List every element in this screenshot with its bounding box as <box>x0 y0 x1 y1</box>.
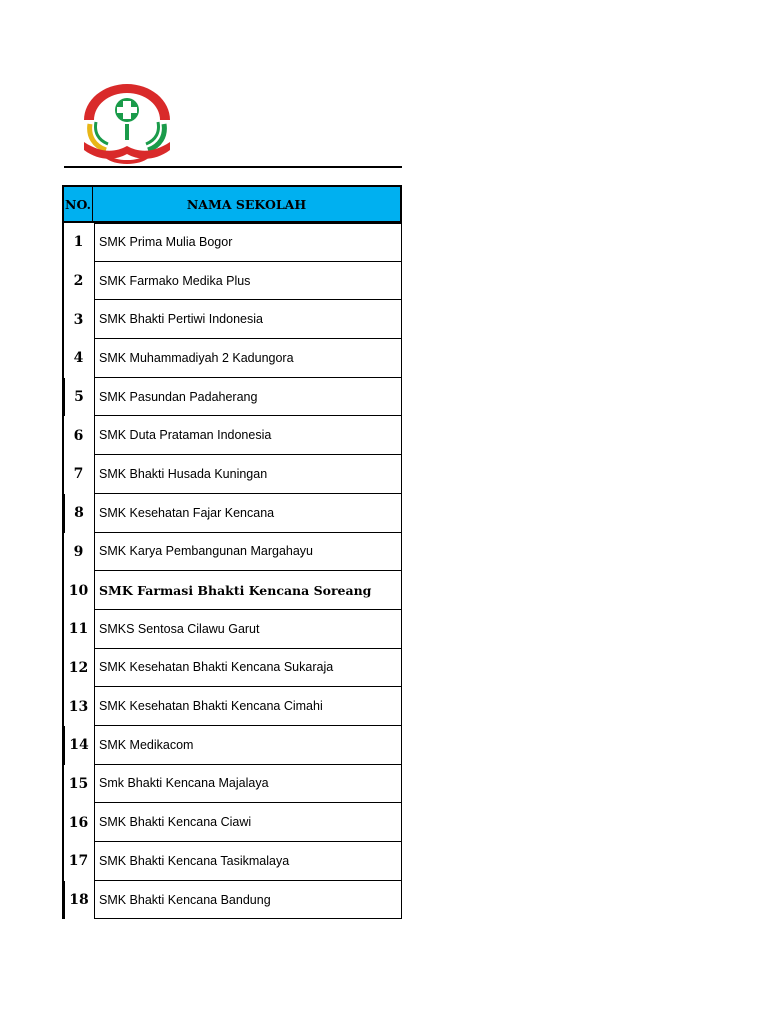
school-name: SMK Farmasi Bhakti Kencana Soreang <box>94 571 402 610</box>
row-number: 13 <box>62 687 93 726</box>
school-name: SMK Medikacom <box>94 726 402 765</box>
table-row <box>62 726 402 765</box>
row-number: 17 <box>62 842 93 881</box>
school-name: SMK Farmako Medika Plus <box>94 262 402 301</box>
row-number: 1 <box>62 223 93 262</box>
column-header-no: NO. <box>62 185 93 223</box>
row-number: 5 <box>62 378 93 417</box>
row-number: 4 <box>62 339 93 378</box>
table-header <box>62 185 402 223</box>
school-name: SMK Bhakti Kencana Ciawi <box>94 803 402 842</box>
table-row <box>62 842 402 881</box>
table-row <box>62 339 402 378</box>
lsp-logo-icon <box>76 80 178 166</box>
row-number: 10 <box>62 571 93 610</box>
school-name: SMK Bhakti Kencana Tasikmalaya <box>94 842 402 881</box>
row-number: 12 <box>62 649 93 688</box>
table-row <box>62 765 402 804</box>
column-header-name: NAMA SEKOLAH <box>93 185 402 223</box>
school-name: SMK Prima Mulia Bogor <box>94 223 402 262</box>
row-number: 2 <box>62 262 93 301</box>
table-row <box>62 262 402 301</box>
table-row <box>62 300 402 339</box>
table-row <box>62 494 402 533</box>
row-number: 11 <box>62 610 93 649</box>
table-row <box>62 649 402 688</box>
school-name: SMK Bhakti Kencana Bandung <box>94 881 402 920</box>
row-number: 18 <box>62 881 93 920</box>
row-number: 3 <box>62 300 93 339</box>
school-name: SMK Kesehatan Bhakti Kencana Sukaraja <box>94 649 402 688</box>
row-number: 14 <box>62 726 93 765</box>
row-number: 7 <box>62 455 93 494</box>
table-row <box>62 378 402 417</box>
school-name: SMK Kesehatan Fajar Kencana <box>94 494 402 533</box>
table-row <box>62 610 402 649</box>
header-divider <box>64 166 402 168</box>
school-name: SMK Pasundan Padaherang <box>94 378 402 417</box>
school-name: SMK Duta Prataman Indonesia <box>94 416 402 455</box>
school-name: SMK Karya Pembangunan Margahayu <box>94 533 402 572</box>
school-name: SMK Bhakti Husada Kuningan <box>94 455 402 494</box>
table-row <box>62 455 402 494</box>
school-name: SMKS Sentosa Cilawu Garut <box>94 610 402 649</box>
row-number: 15 <box>62 765 93 804</box>
table-row <box>62 533 402 572</box>
table-row <box>62 803 402 842</box>
school-name: Smk Bhakti Kencana Majalaya <box>94 765 402 804</box>
table-row <box>62 571 402 610</box>
school-name: SMK Kesehatan Bhakti Kencana Cimahi <box>94 687 402 726</box>
row-number: 9 <box>62 533 93 572</box>
table-row <box>62 416 402 455</box>
row-number: 8 <box>62 494 93 533</box>
school-table <box>62 185 402 919</box>
table-row <box>62 687 402 726</box>
row-number: 6 <box>62 416 93 455</box>
row-number: 16 <box>62 803 93 842</box>
school-name: SMK Bhakti Pertiwi Indonesia <box>94 300 402 339</box>
school-name: SMK Muhammadiyah 2 Kadungora <box>94 339 402 378</box>
table-row <box>62 223 402 262</box>
table-row <box>62 881 402 920</box>
